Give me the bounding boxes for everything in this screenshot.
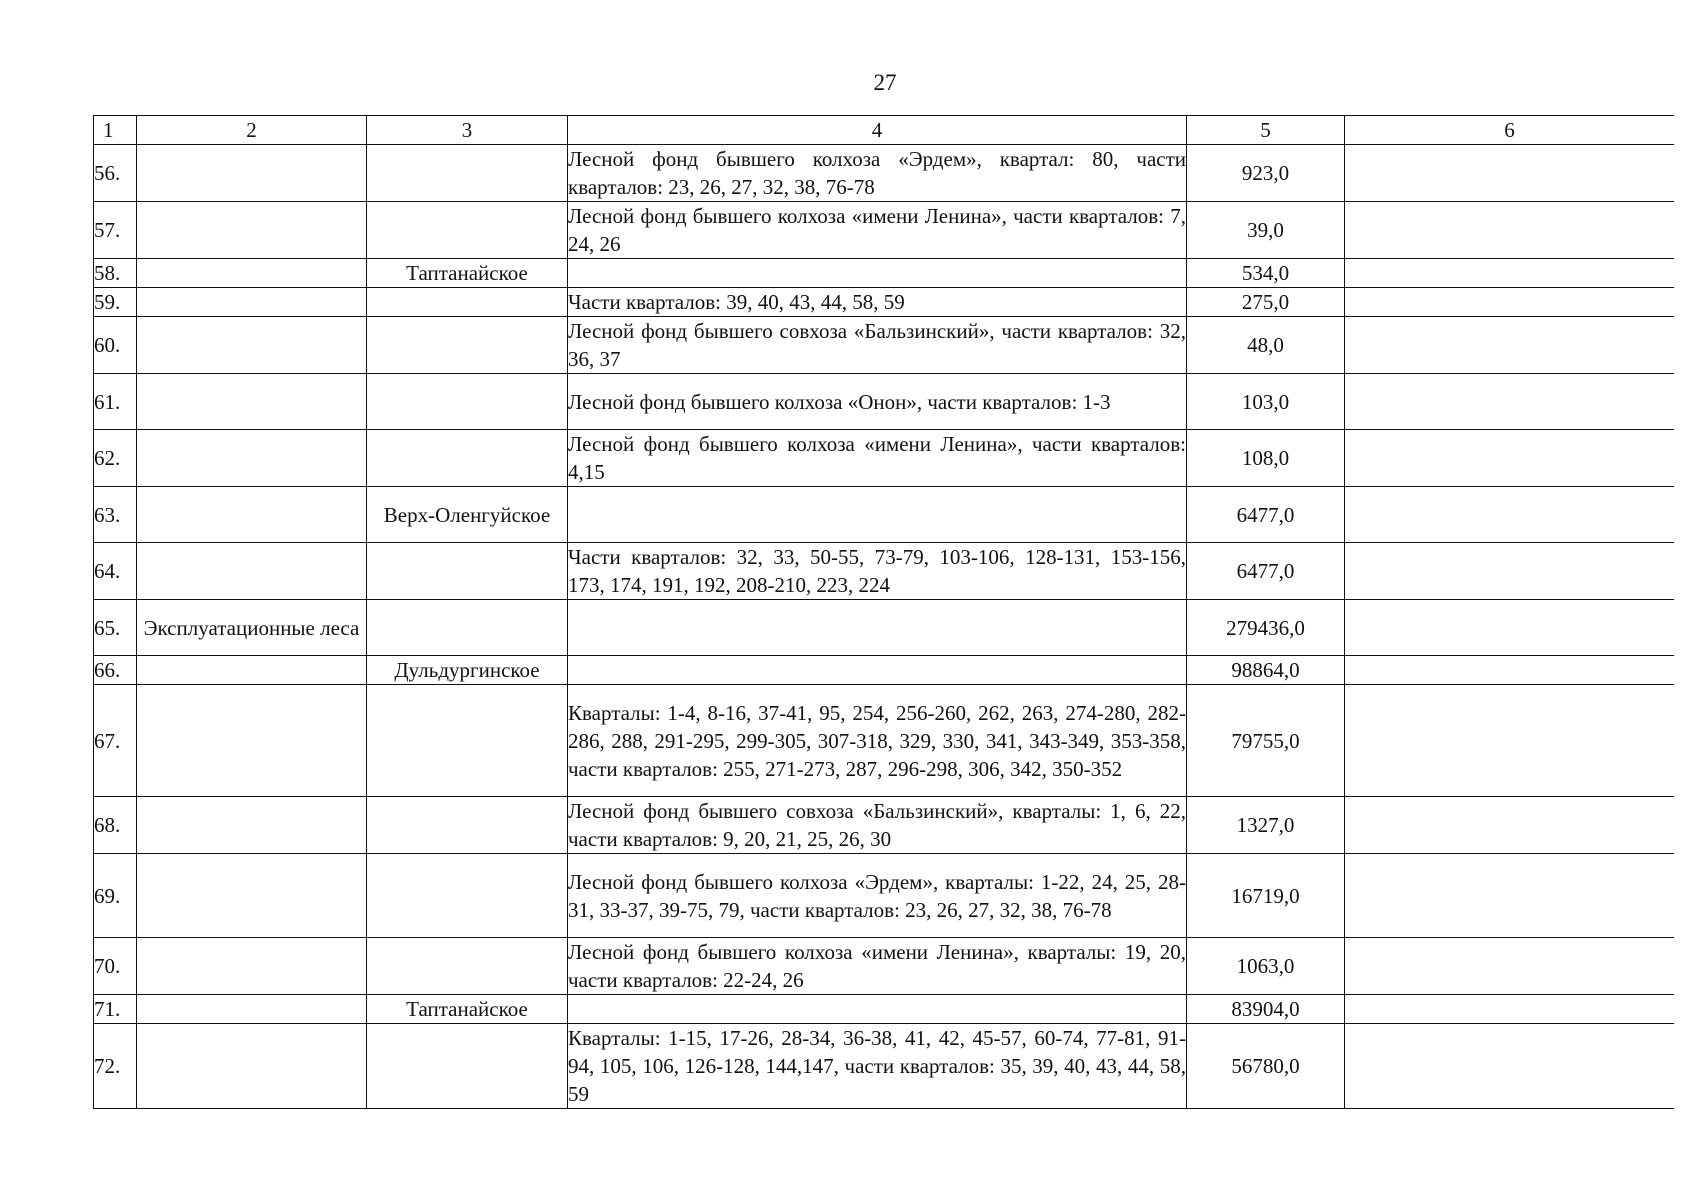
forestry-district-cell: Таптанайское <box>367 259 568 288</box>
notes-cell <box>1345 854 1675 938</box>
area-cell: 1327,0 <box>1187 797 1345 854</box>
quarters-description-cell: Части кварталов: 32, 33, 50-55, 73-79, 103-106, 128-131, 153-156, 173, 174, 191, 192, 208-210, 223, 224 <box>568 543 1187 600</box>
row-number-cell: 65. <box>94 600 137 656</box>
table-row <box>94 202 1675 259</box>
notes-cell <box>1345 430 1675 487</box>
forest-category-cell <box>137 288 367 317</box>
area-cell: 275,0 <box>1187 288 1345 317</box>
row-number-cell: 62. <box>94 430 137 487</box>
forestry-district-cell <box>367 374 568 430</box>
forest-category-cell: Эксплуатационные леса <box>137 600 367 656</box>
header-cell-6: 6 <box>1345 116 1675 145</box>
area-cell: 83904,0 <box>1187 995 1345 1024</box>
quarters-description-cell: Лесной фонд бывшего колхоза «имени Ленина», кварталы: 19, 20, части кварталов: 22-24, 26 <box>568 938 1187 995</box>
forestry-district-cell: Таптанайское <box>367 995 568 1024</box>
notes-cell <box>1345 600 1675 656</box>
area-cell: 6477,0 <box>1187 487 1345 543</box>
forestry-district-cell <box>367 1024 568 1109</box>
area-cell: 56780,0 <box>1187 1024 1345 1109</box>
quarters-description-cell: Лесной фонд бывшего совхоза «Бальзинский», части кварталов: 32, 36, 37 <box>568 317 1187 374</box>
forest-category-cell <box>137 317 367 374</box>
forest-category-cell <box>137 797 367 854</box>
forestry-district-cell <box>367 430 568 487</box>
row-number-cell: 67. <box>94 685 137 797</box>
quarters-description-cell: Лесной фонд бывшего колхоза «Онон», части кварталов: 1-3 <box>568 374 1187 430</box>
forestry-district-cell <box>367 854 568 938</box>
notes-cell <box>1345 202 1675 259</box>
row-number-cell: 68. <box>94 797 137 854</box>
table-row <box>94 1024 1675 1109</box>
notes-cell <box>1345 797 1675 854</box>
notes-cell <box>1345 685 1675 797</box>
forest-category-cell <box>137 145 367 202</box>
forest-category-cell <box>137 685 367 797</box>
forest-category-cell <box>137 938 367 995</box>
row-number-cell: 57. <box>94 202 137 259</box>
table-container <box>93 115 1674 1115</box>
notes-cell <box>1345 288 1675 317</box>
table-row <box>94 543 1675 600</box>
area-cell: 48,0 <box>1187 317 1345 374</box>
quarters-description-cell <box>568 995 1187 1024</box>
forestry-district-cell <box>367 685 568 797</box>
page-number: 27 <box>873 70 897 95</box>
quarters-description-cell <box>568 600 1187 656</box>
quarters-description-cell: Лесной фонд бывшего колхоза «имени Ленина», части кварталов: 4,15 <box>568 430 1187 487</box>
table-row <box>94 656 1675 685</box>
forest-category-cell <box>137 430 367 487</box>
row-number-cell: 60. <box>94 317 137 374</box>
table-row <box>94 374 1675 430</box>
notes-cell <box>1345 374 1675 430</box>
row-number-cell: 61. <box>94 374 137 430</box>
quarters-description-cell: Лесной фонд бывшего совхоза «Бальзинский», кварталы: 1, 6, 22, части кварталов: 9, 20, 21, 25, 26, 30 <box>568 797 1187 854</box>
table-row <box>94 487 1675 543</box>
row-number-cell: 59. <box>94 288 137 317</box>
row-number-cell: 64. <box>94 543 137 600</box>
forestry-district-cell <box>367 145 568 202</box>
area-cell: 16719,0 <box>1187 854 1345 938</box>
table-row <box>94 430 1675 487</box>
forestry-district-cell <box>367 202 568 259</box>
forest-category-cell <box>137 543 367 600</box>
forest-category-cell <box>137 995 367 1024</box>
notes-cell <box>1345 995 1675 1024</box>
forest-table <box>93 115 1674 1109</box>
area-cell: 279436,0 <box>1187 600 1345 656</box>
table-row <box>94 854 1675 938</box>
area-cell: 98864,0 <box>1187 656 1345 685</box>
quarters-description-cell: Лесной фонд бывшего колхоза «Эрдем», квартал: 80, части кварталов: 23, 26, 27, 32, 38, 76-78 <box>568 145 1187 202</box>
quarters-description-cell: Лесной фонд бывшего колхоза «имени Ленина», части кварталов: 7, 24, 26 <box>568 202 1187 259</box>
table-header-row <box>94 116 1675 145</box>
row-number-cell: 71. <box>94 995 137 1024</box>
notes-cell <box>1345 259 1675 288</box>
forest-category-cell <box>137 656 367 685</box>
forestry-district-cell: Дульдургинское <box>367 656 568 685</box>
area-cell: 534,0 <box>1187 259 1345 288</box>
notes-cell <box>1345 656 1675 685</box>
notes-cell <box>1345 1024 1675 1109</box>
quarters-description-cell: Кварталы: 1-15, 17-26, 28-34, 36-38, 41, 42, 45-57, 60-74, 77-81, 91-94, 105, 106, 126-128, 144,147, части кварталов: 35, 39, 40, 43, 44, 58, 59 <box>568 1024 1187 1109</box>
table-row <box>94 317 1675 374</box>
forest-category-cell <box>137 374 367 430</box>
forestry-district-cell <box>367 938 568 995</box>
table-row <box>94 995 1675 1024</box>
area-cell: 108,0 <box>1187 430 1345 487</box>
row-number-cell: 70. <box>94 938 137 995</box>
quarters-description-cell: Части кварталов: 39, 40, 43, 44, 58, 59 <box>568 288 1187 317</box>
forest-category-cell <box>137 202 367 259</box>
table-row <box>94 600 1675 656</box>
forest-category-cell <box>137 487 367 543</box>
header-cell-3: 3 <box>367 116 568 145</box>
header-cell-5: 5 <box>1187 116 1345 145</box>
area-cell: 1063,0 <box>1187 938 1345 995</box>
row-number-cell: 69. <box>94 854 137 938</box>
row-number-cell: 72. <box>94 1024 137 1109</box>
forestry-district-cell <box>367 797 568 854</box>
header-cell-4: 4 <box>568 116 1187 145</box>
table-row <box>94 259 1675 288</box>
table-row <box>94 288 1675 317</box>
row-number-cell: 63. <box>94 487 137 543</box>
area-cell: 79755,0 <box>1187 685 1345 797</box>
row-number-cell: 58. <box>94 259 137 288</box>
quarters-description-cell: Лесной фонд бывшего колхоза «Эрдем», кварталы: 1-22, 24, 25, 28-31, 33-37, 39-75, 79, части кварталов: 23, 26, 27, 32, 38, 76-78 <box>568 854 1187 938</box>
forest-category-cell <box>137 259 367 288</box>
row-number-cell: 66. <box>94 656 137 685</box>
forestry-district-cell <box>367 543 568 600</box>
area-cell: 923,0 <box>1187 145 1345 202</box>
table-row <box>94 938 1675 995</box>
forestry-district-cell <box>367 600 568 656</box>
forestry-district-cell: Верх-Оленгуйское <box>367 487 568 543</box>
header-cell-2: 2 <box>137 116 367 145</box>
notes-cell <box>1345 487 1675 543</box>
table-row <box>94 145 1675 202</box>
forestry-district-cell <box>367 317 568 374</box>
area-cell: 39,0 <box>1187 202 1345 259</box>
table-row <box>94 685 1675 797</box>
row-number-cell: 56. <box>94 145 137 202</box>
quarters-description-cell <box>568 656 1187 685</box>
quarters-description-cell <box>568 487 1187 543</box>
notes-cell <box>1345 543 1675 600</box>
quarters-description-cell <box>568 259 1187 288</box>
forestry-district-cell <box>367 288 568 317</box>
forest-category-cell <box>137 1024 367 1109</box>
area-cell: 103,0 <box>1187 374 1345 430</box>
header-cell-1: 1 <box>94 116 137 145</box>
quarters-description-cell: Кварталы: 1-4, 8-16, 37-41, 95, 254, 256-260, 262, 263, 274-280, 282-286, 288, 291-295, 299-305, 307-318, 329, 330, 341, 343-349, 353-358, части кварталов: 255, 271-273, 287, 296-298, 306, 342, 350-352 <box>568 685 1187 797</box>
notes-cell <box>1345 145 1675 202</box>
forest-category-cell <box>137 854 367 938</box>
table-row <box>94 797 1675 854</box>
area-cell: 6477,0 <box>1187 543 1345 600</box>
notes-cell <box>1345 317 1675 374</box>
notes-cell <box>1345 938 1675 995</box>
